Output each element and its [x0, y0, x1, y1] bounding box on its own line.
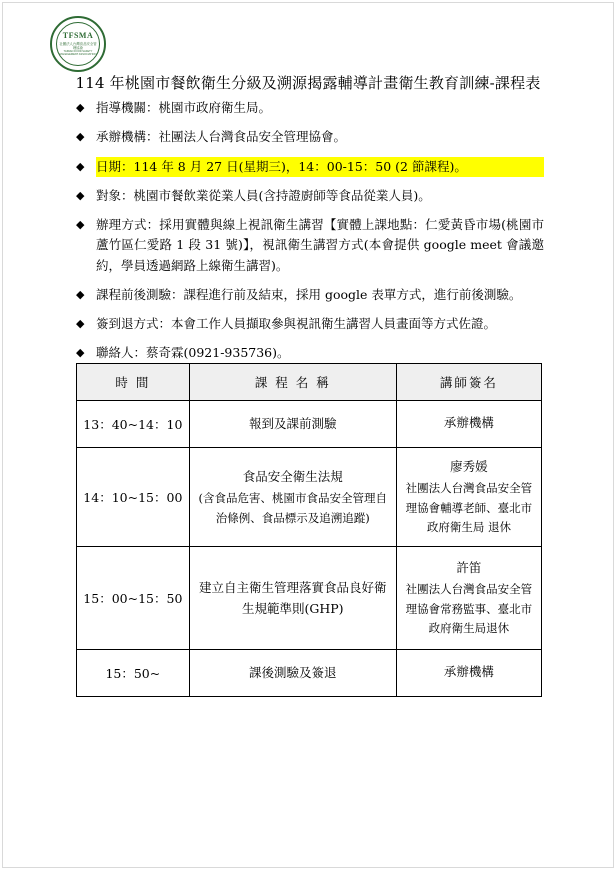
list-item	[76, 127, 544, 147]
diamond-bullet-icon: ◆	[76, 159, 85, 173]
logo-outer-ring	[50, 16, 106, 72]
list-item-text: 日期：114 年 8 月 27 日(星期三)，14：00-15：50 (2 節課程)。	[96, 157, 544, 177]
column-header-time: 時 間	[77, 364, 190, 401]
logo-inner-ring	[56, 22, 100, 66]
logo-name-en: TAIWAN FOOD SAFETY MANAGEMENT ASSOCIATION	[59, 50, 97, 56]
association-logo	[50, 16, 106, 72]
table-header-row	[77, 364, 542, 401]
schedule-table	[76, 363, 542, 697]
cell-course	[189, 401, 396, 448]
lecturer-title: 社團法人台灣食品安全管理協會常務監事、臺北市政府衛生局退休	[405, 582, 533, 636]
list-item-text: 對象：桃園市餐飲業從業人員(含持證廚師等食品從業人員)。	[96, 187, 431, 203]
cell-lecturer	[396, 547, 541, 650]
course-name: 食品安全衛生法規	[242, 469, 343, 485]
cell-course	[189, 448, 396, 547]
cell-time: 15：00~15：50	[77, 547, 190, 650]
diamond-bullet-icon: ◆	[76, 287, 85, 301]
table-row	[77, 650, 542, 697]
list-item-text: 辦理方式：採用實體與線上視訊衛生講習【實體上課地點：仁愛黃昏市場(桃園市蘆竹區仁愛路 1 段 31 號)】，視訊衛生講習方式(本會提供 google meet 會議邀約，學員透過網路上線衛生講習)。	[96, 217, 544, 273]
course-detail: (含食品危害、桃園市食品安全管理自治條例、食品標示及追溯追蹤)	[198, 490, 388, 525]
info-list	[76, 98, 544, 373]
diamond-bullet-icon: ◆	[76, 346, 85, 360]
logo-name-zh: 社團法人台灣食品安全管理協會	[59, 41, 97, 50]
list-item-text: 簽到退方式：本會工作人員擷取參與視訊衛生講習人員畫面等方式佐證。	[96, 316, 497, 331]
table-row	[77, 448, 542, 547]
diamond-bullet-icon: ◆	[76, 188, 85, 202]
diamond-bullet-icon: ◆	[76, 101, 85, 114]
course-name: 建立自主衛生管理落實食品良好衛生規範準則(GHP)	[199, 579, 387, 616]
course-name: 課後測驗及簽退	[249, 665, 337, 681]
list-item	[76, 186, 544, 206]
diamond-bullet-icon: ◆	[76, 317, 85, 330]
diamond-bullet-icon: ◆	[76, 130, 85, 144]
cell-course	[189, 547, 396, 650]
logo-abbr: TFSMA	[62, 30, 94, 40]
lecturer-name: 許笛	[456, 560, 482, 576]
list-item	[76, 343, 544, 363]
list-item	[76, 314, 544, 334]
cell-time: 13：40~14：10	[77, 401, 190, 448]
column-header-course: 課 程 名 稱	[189, 364, 396, 401]
column-header-lecturer: 講師簽名	[396, 364, 541, 401]
lecturer-name: 廖秀媛	[450, 459, 488, 475]
course-name: 報到及課前測驗	[249, 416, 337, 432]
list-item	[76, 98, 544, 118]
list-item	[76, 285, 544, 305]
cell-course	[189, 650, 396, 697]
list-item-text: 聯絡人：蔡奇霖(0921-935736)。	[96, 345, 290, 361]
list-item-text: 指導機關：桃園市政府衛生局。	[96, 100, 272, 115]
lecturer-title: 社團法人台灣食品安全管理協會輔導老師、臺北市政府衛生局 退休	[405, 481, 533, 535]
list-item-text: 承辦機構：社團法人台灣食品安全管理協會。	[96, 129, 347, 145]
list-item	[76, 215, 544, 276]
cell-lecturer	[396, 650, 541, 697]
cell-lecturer	[396, 401, 541, 448]
lecturer-name: 承辦機構	[443, 415, 494, 431]
diamond-bullet-icon: ◆	[76, 218, 85, 231]
page-title: 114 年桃園市餐飲衛生分級及溯源揭露輔導計畫衛生教育訓練-課程表	[75, 74, 541, 92]
cell-time: 15：50~	[77, 650, 190, 697]
list-item-highlighted	[76, 157, 544, 177]
list-item-text: 課程前後測驗：課程進行前及結束，採用 google 表單方式，進行前後測驗。	[96, 286, 522, 302]
cell-time: 14：10~15：00	[77, 448, 190, 547]
lecturer-name: 承辦機構	[443, 664, 494, 680]
table-row	[77, 547, 542, 650]
table-row	[77, 401, 542, 448]
cell-lecturer	[396, 448, 541, 547]
